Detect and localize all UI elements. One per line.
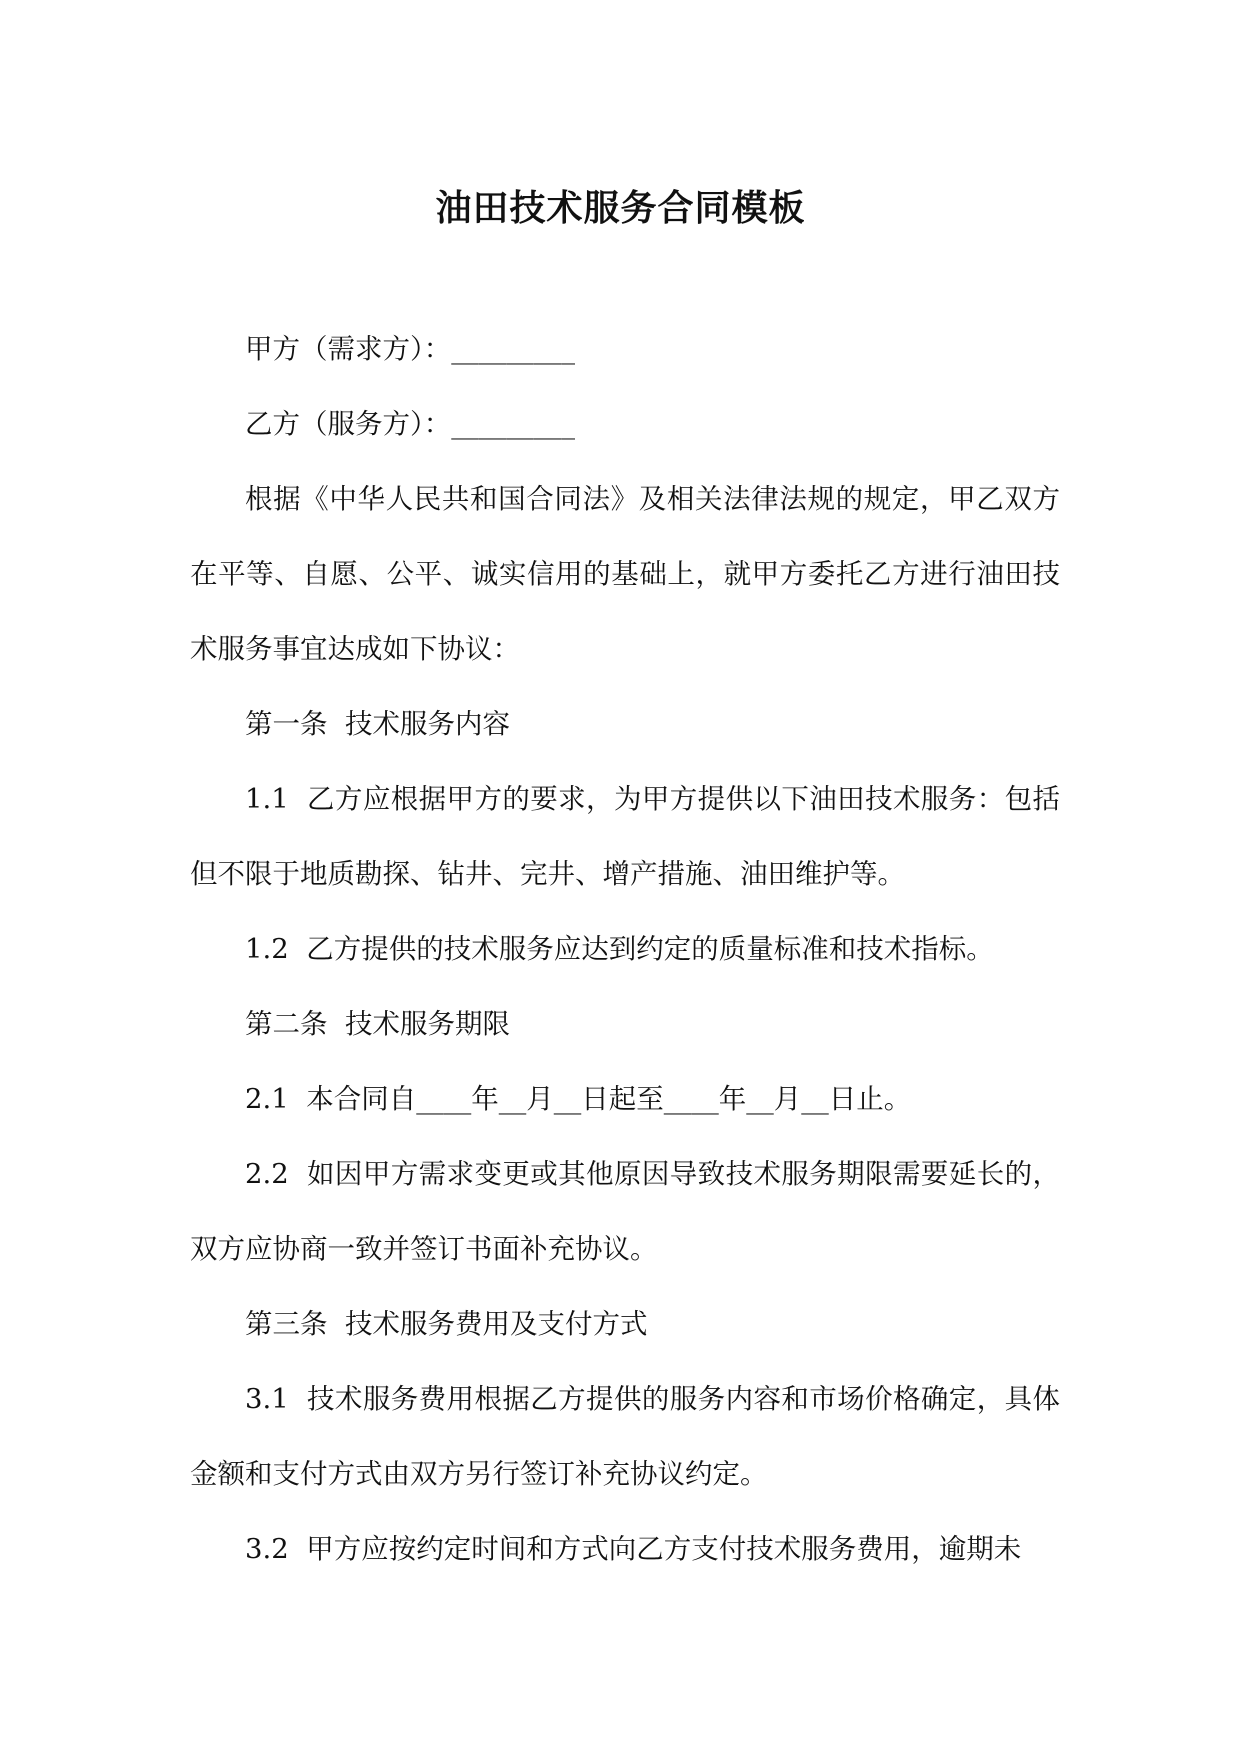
clause-1-1: 1.1 乙方应根据甲方的要求，为甲方提供以下油田技术服务：包括但不限于地质勘探、钻井、完井、增产措施、油田维护等。 [190,783,1060,890]
article-1-heading: 第一条 技术服务内容 [245,708,510,740]
document-body [190,312,1060,1587]
document-title: 油田技术服务合同模板 [435,187,806,229]
clause-2-1: 2.1 本合同自____年__月__日起至____年__月__日止。 [245,1083,912,1115]
party-a-line: 甲方（需求方）：_________ [245,333,575,365]
clause-1-2: 1.2 乙方提供的技术服务应达到约定的质量标准和技术指标。 [245,933,994,965]
preamble-paragraph: 根据《中华人民共和国合同法》及相关法律法规的规定，甲乙双方在平等、自愿、公平、诚实信用的基础上，就甲方委托乙方进行油田技术服务事宜达成如下协议： [190,483,1060,665]
article-2-heading: 第二条 技术服务期限 [245,1008,510,1040]
clause-3-2: 3.2 甲方应按约定时间和方式向乙方支付技术服务费用，逾期未 [245,1533,1022,1565]
clause-2-2: 2.2 如因甲方需求变更或其他原因导致技术服务期限需要延长的，双方应协商一致并签订书面补充协议。 [190,1158,1060,1265]
clause-3-1: 3.1 技术服务费用根据乙方提供的服务内容和市场价格确定，具体金额和支付方式由双方另行签订补充协议约定。 [190,1383,1060,1490]
party-b-line: 乙方（服务方）：_________ [245,408,575,440]
article-3-heading: 第三条 技术服务费用及支付方式 [245,1308,648,1340]
